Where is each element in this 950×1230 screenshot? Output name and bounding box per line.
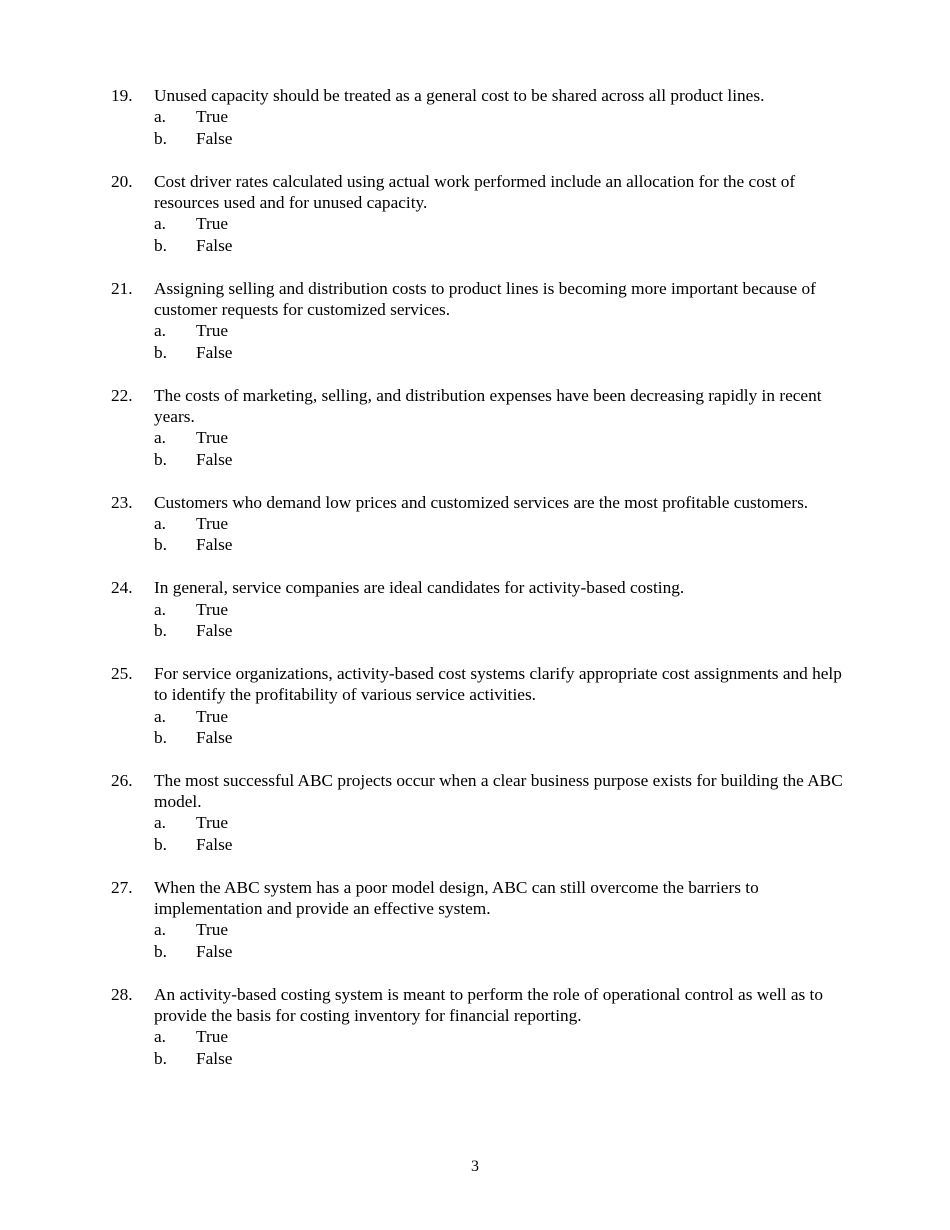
answer-option[interactable] bbox=[0, 320, 950, 341]
question-number: 27. bbox=[111, 877, 133, 897]
option-label[interactable]: False bbox=[196, 727, 233, 747]
option-label[interactable]: True bbox=[196, 107, 229, 127]
question-item bbox=[0, 385, 950, 471]
question-item bbox=[0, 877, 950, 963]
answer-option[interactable] bbox=[0, 342, 950, 363]
answer-option[interactable] bbox=[0, 106, 950, 127]
option-label[interactable]: False bbox=[196, 535, 233, 555]
answer-option[interactable] bbox=[0, 128, 950, 149]
option-label[interactable]: False bbox=[196, 620, 233, 640]
question-text: The costs of marketing, selling, and distribution expenses have been decreasing rapidly in recent years. bbox=[154, 385, 822, 426]
option-letter: a. bbox=[154, 599, 166, 619]
option-label[interactable]: False bbox=[196, 449, 233, 469]
answer-option[interactable] bbox=[0, 427, 950, 448]
question-number: 25. bbox=[111, 663, 133, 683]
option-letter: a. bbox=[154, 813, 166, 833]
answer-option[interactable] bbox=[0, 235, 950, 256]
option-letter: b. bbox=[154, 620, 167, 640]
option-letter: b. bbox=[154, 449, 167, 469]
option-label[interactable]: True bbox=[196, 513, 229, 533]
question-text: Cost driver rates calculated using actual work performed include an allocation for the cost of resources used and for unused capacity. bbox=[154, 171, 796, 212]
question-number: 26. bbox=[111, 770, 133, 790]
question-number: 28. bbox=[111, 984, 133, 1004]
option-label[interactable]: True bbox=[196, 920, 229, 940]
question-item bbox=[0, 770, 950, 856]
question-text: Unused capacity should be treated as a general cost to be shared across all product lines. bbox=[154, 86, 765, 105]
question-number: 23. bbox=[111, 492, 133, 512]
answer-option[interactable] bbox=[0, 534, 950, 555]
answer-option[interactable] bbox=[0, 706, 950, 727]
question-item bbox=[0, 171, 950, 257]
question-number: 22. bbox=[111, 385, 133, 405]
answer-option[interactable] bbox=[0, 1026, 950, 1047]
answer-option[interactable] bbox=[0, 513, 950, 534]
option-letter: a. bbox=[154, 214, 166, 234]
option-label[interactable]: True bbox=[196, 321, 229, 341]
option-letter: b. bbox=[154, 342, 167, 362]
answer-option[interactable] bbox=[0, 599, 950, 620]
answer-option[interactable] bbox=[0, 919, 950, 940]
option-label[interactable]: True bbox=[196, 214, 229, 234]
question-list bbox=[0, 85, 950, 1091]
option-letter: b. bbox=[154, 128, 167, 148]
option-label[interactable]: False bbox=[196, 342, 233, 362]
answer-option[interactable] bbox=[0, 834, 950, 855]
question-number: 21. bbox=[111, 278, 133, 298]
answer-option[interactable] bbox=[0, 620, 950, 641]
option-letter: b. bbox=[154, 727, 167, 747]
option-letter: b. bbox=[154, 834, 167, 854]
option-letter: a. bbox=[154, 321, 166, 341]
question-item bbox=[0, 278, 950, 364]
option-label[interactable]: False bbox=[196, 1048, 233, 1068]
answer-option[interactable] bbox=[0, 449, 950, 470]
option-label[interactable]: True bbox=[196, 599, 229, 619]
answer-option[interactable] bbox=[0, 213, 950, 234]
question-text: For service organizations, activity-based cost systems clarify appropriate cost assignments and help to identify the profitability of various service activities. bbox=[154, 663, 842, 705]
answer-option[interactable] bbox=[0, 812, 950, 833]
answer-option[interactable] bbox=[0, 941, 950, 962]
option-letter: a. bbox=[154, 428, 166, 448]
answer-option[interactable] bbox=[0, 1048, 950, 1069]
option-letter: b. bbox=[154, 941, 167, 961]
question-text: An activity-based costing system is meant to perform the role of operational control as well as to provide the basis for costing inventory for financial reporting. bbox=[154, 984, 823, 1026]
question-text: Assigning selling and distribution costs to product lines is becoming more important because of customer requests for customized services. bbox=[154, 278, 816, 319]
answer-option[interactable] bbox=[0, 727, 950, 748]
question-number: 24. bbox=[111, 578, 133, 598]
question-item bbox=[0, 984, 950, 1070]
option-letter: a. bbox=[154, 706, 166, 726]
option-label[interactable]: False bbox=[196, 128, 233, 148]
question-text: The most successful ABC projects occur when a clear business purpose exists for building the ABC model. bbox=[154, 770, 843, 812]
question-item bbox=[0, 577, 950, 641]
option-label[interactable]: False bbox=[196, 941, 233, 961]
question-item bbox=[0, 85, 950, 149]
option-label[interactable]: True bbox=[196, 706, 229, 726]
question-text: When the ABC system has a poor model design, ABC can still overcome the barriers to implementation and provide an effective system. bbox=[154, 877, 759, 919]
option-letter: a. bbox=[154, 1027, 166, 1047]
option-label[interactable]: False bbox=[196, 834, 233, 854]
question-item bbox=[0, 663, 950, 749]
option-letter: b. bbox=[154, 235, 167, 255]
question-number: 19. bbox=[111, 86, 133, 105]
option-letter: b. bbox=[154, 1048, 167, 1068]
page-number: 3 bbox=[471, 1158, 479, 1175]
option-label[interactable]: True bbox=[196, 813, 229, 833]
option-letter: a. bbox=[154, 107, 166, 127]
question-text: Customers who demand low prices and customized services are the most profitable customers. bbox=[154, 492, 809, 512]
question-text: In general, service companies are ideal candidates for activity-based costing. bbox=[154, 578, 685, 598]
question-item bbox=[0, 492, 950, 556]
option-letter: b. bbox=[154, 535, 167, 555]
option-label[interactable]: False bbox=[196, 235, 233, 255]
option-label[interactable]: True bbox=[196, 428, 229, 448]
option-label[interactable]: True bbox=[196, 1027, 229, 1047]
option-letter: a. bbox=[154, 513, 166, 533]
question-number: 20. bbox=[111, 171, 133, 191]
option-letter: a. bbox=[154, 920, 166, 940]
